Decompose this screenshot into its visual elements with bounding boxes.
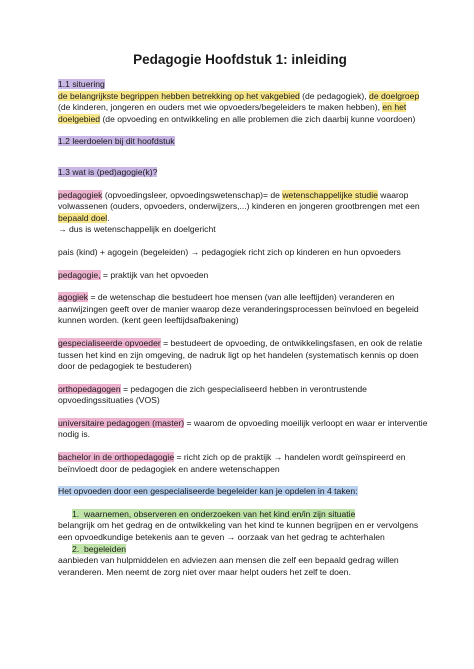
highlight-wetenschappelijke-studie: wetenschappelijke studie	[282, 189, 378, 200]
text-run: (de opvoeding en ontwikkeling en alle problemen die zich daarbij kunne voordoen)	[100, 113, 416, 124]
section-1-3-heading	[58, 167, 434, 179]
text-run: = waarom de opvoeding moeilijk verloopt en waar er interventie nodig is.	[58, 417, 428, 440]
gespecialiseerde-opvoeder-definition	[58, 338, 434, 373]
highlight-doelgebied: en het doelgebied	[58, 102, 407, 124]
section-1-1-heading	[58, 79, 434, 91]
task-1-text: belangrijk om het gedrag en de ontwikkeling van het kind te kunnen begrijpen en er vervolgens een opvoedkundige betekenis aan te geven → oorzaak van het gedrag te achterhalen	[58, 520, 419, 543]
task-1-label: waarnemen, observeren en onderzoeken van het kind en/in zijn situatie	[84, 508, 356, 519]
task-1-heading	[58, 509, 434, 521]
pedagogie-definition	[58, 270, 434, 282]
task-2-text: aanbieden van hulpmiddelen en adviezen aan mensen die zelf een bepaald gedrag willen veranderen. Men neemt de zorg niet over maar helpt ouders het zelf te doen.	[58, 555, 399, 577]
situering-paragraph	[58, 91, 434, 126]
text-run: waarop volwassenen (ouders, opvoeders, onderwijzers,...) kinderen en jongeren grootbrengen met een	[58, 189, 420, 212]
section-1-2-heading	[58, 136, 434, 148]
agogiek-definition	[58, 292, 434, 327]
heading-highlight: 1.1 situering	[58, 79, 105, 89]
text-run: (opvoedingsleer, opvoedingswetenschap)= de	[102, 189, 283, 200]
task-2-heading	[58, 544, 434, 556]
text-run: = bestudeert de opvoeding, de ontwikkelingsfasen, en ook de relatie tussen het kind en zijn omgeving, de nadruk ligt op het handelen (systematisch kennis op doen door de pedagogiek te bestuderen)	[58, 337, 423, 372]
highlight-bepaald-doel: bepaald doel	[58, 212, 108, 223]
heading-highlight: 1.2 leerdoelen bij dit hoofdstuk	[58, 136, 175, 147]
term-pedagogiek: pedagogiek	[58, 189, 103, 200]
highlight-taken-intro: Het opvoeden door een gespecialiseerde begeleider kan je opdelen in 4 taken:	[58, 486, 358, 497]
page-title: Pedagogie Hoofdstuk 1: inleiding	[133, 52, 347, 67]
term-orthopedagogen: orthopedagogen	[58, 383, 121, 394]
taken-intro	[58, 486, 434, 498]
universitaire-pedagogen-definition	[58, 418, 434, 441]
task-2-label: begeleiden	[84, 543, 127, 554]
pedagogiek-definition	[58, 190, 434, 225]
orthopedagogen-definition	[58, 384, 434, 407]
term-bachelor-orthopedagogie: bachelor in de orthopedagogie	[58, 452, 175, 463]
text-run: = praktijk van het opvoeden	[100, 269, 209, 280]
text-run: = richt zich op de praktijk → handelen wordt geïnspireerd en beïnvloedt door de pedagogiek en andere wetenschappen	[58, 452, 406, 474]
heading-highlight: 1.3 wat is (ped)agogie(k)?	[58, 166, 158, 177]
text-run: (de pedagogiek),	[299, 90, 370, 101]
term-pedagogie: pedagogie,	[58, 269, 101, 280]
task-1-number: 1.	[72, 508, 80, 519]
task-1-highlight	[72, 509, 355, 519]
term-universitaire-pedagogen: universitaire pedagogen (master)	[58, 417, 185, 428]
task-2-highlight	[72, 544, 126, 554]
text-run: (de kinderen, jongeren en ouders met wie opvoeders/begeleiders te maken hebben),	[58, 102, 383, 113]
pedagogiek-conclusion: → dus is wetenschappelijk en doelgericht	[58, 224, 216, 235]
highlight-doelgroep: de doelgroep	[369, 90, 420, 101]
term-agogiek: agogiek	[58, 292, 89, 303]
text-run: .	[107, 212, 110, 223]
text-run: = de wetenschap die bestudeert hoe mensen (van alle leeftijden) veranderen en aanwijzingen geeft over de manier waarop deze veranderingsprocessen beïnvloed en begeleid kunnen worden. (kent geen leeftijdsafbakening)	[58, 292, 419, 326]
etymology-line: pais (kind) + agogein (begeleiden) → pedagogiek richt zich op kinderen en hun opvoeders	[58, 246, 401, 257]
term-gespecialiseerde-opvoeder: gespecialiseerde opvoeder	[58, 337, 161, 348]
bachelor-definition	[58, 452, 434, 475]
text-run: = pedagogen die zich gespecialiseerd hebben in verontrustende opvoedingssituaties (VOS)	[58, 383, 367, 406]
task-2-number: 2.	[72, 543, 80, 554]
highlight-vakgebied: de belangrijkste begrippen hebben betrekking op het vakgebied	[58, 90, 300, 101]
